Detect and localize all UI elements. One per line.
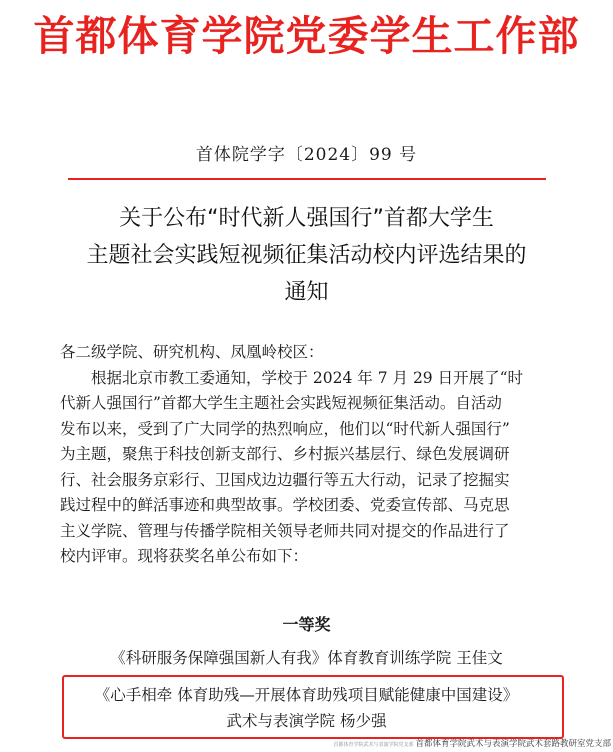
paragraph-line: 行、社会服务京彩行、卫国戍边边疆行等五大行动，记录了挖掘实 (60, 470, 510, 489)
paragraph-line: 主义学院、管理与传播学院相关领导老师共同对提交的作品进行了 (60, 521, 510, 540)
notice-body (60, 340, 560, 570)
award-work: 《心手相牵 体育助残—开展体育助残项目赋能健康中国建设》 (94, 686, 519, 704)
paragraph-line: 校内评审。现将获奖名单公布如下： (60, 547, 309, 565)
first-prize-heading: 一等奖 (282, 615, 331, 634)
award-name: 杨少强 (339, 712, 387, 730)
paragraph-line: 代新人强国行”首都大学生主题社会实践短视频征集活动。自活动 (60, 394, 502, 412)
footer-watermark (333, 737, 611, 749)
paragraph-line: 发布以来，受到了广大同学的热烈响应，他们以“时代新人强国行” (60, 419, 510, 438)
masthead: 首都体育学院党委学生工作部 (33, 12, 580, 60)
document-number: 首体院学字〔2024〕99 号 (195, 145, 418, 165)
paragraph-line: 根据北京市教工委通知，学校于 2024 年 7 月 29 日开展了“时 (91, 368, 524, 387)
footer-text: 首都体育学院武术与表演学院武术套路教研室党支部 (415, 739, 611, 749)
paragraph-line: 为主题，聚焦于科技创新支部行、乡村振兴基层行、绿色发展调研 (60, 445, 510, 463)
award-college: 体育教育训练学院 (327, 649, 452, 667)
paragraph-line: 践过程中的鲜活事迹和典型故事。学校团委、党委宣传部、马克思 (60, 496, 510, 514)
title-line: 通知 (284, 280, 329, 305)
title-line: 关于公布“时代新人强国行”首都大学生 (119, 206, 494, 231)
award-college: 武术与表演学院 (226, 712, 336, 730)
salutation: 各二级学院、研究机构、凤凰岭校区： (60, 343, 324, 361)
award-name: 王佳文 (456, 649, 503, 667)
award-entry-highlighted (0, 683, 613, 705)
award-entry-highlighted-author (0, 709, 613, 731)
award-entry (0, 646, 613, 668)
red-divider (68, 178, 546, 180)
title-line: 主题社会实践短视频征集活动校内评选结果的 (86, 243, 527, 268)
footer-small-text: 首都体育学院武术与表演学院党支部 (333, 742, 414, 748)
notice-title (0, 200, 613, 311)
award-work: 《科研服务保障强国新人有我》 (110, 649, 328, 667)
